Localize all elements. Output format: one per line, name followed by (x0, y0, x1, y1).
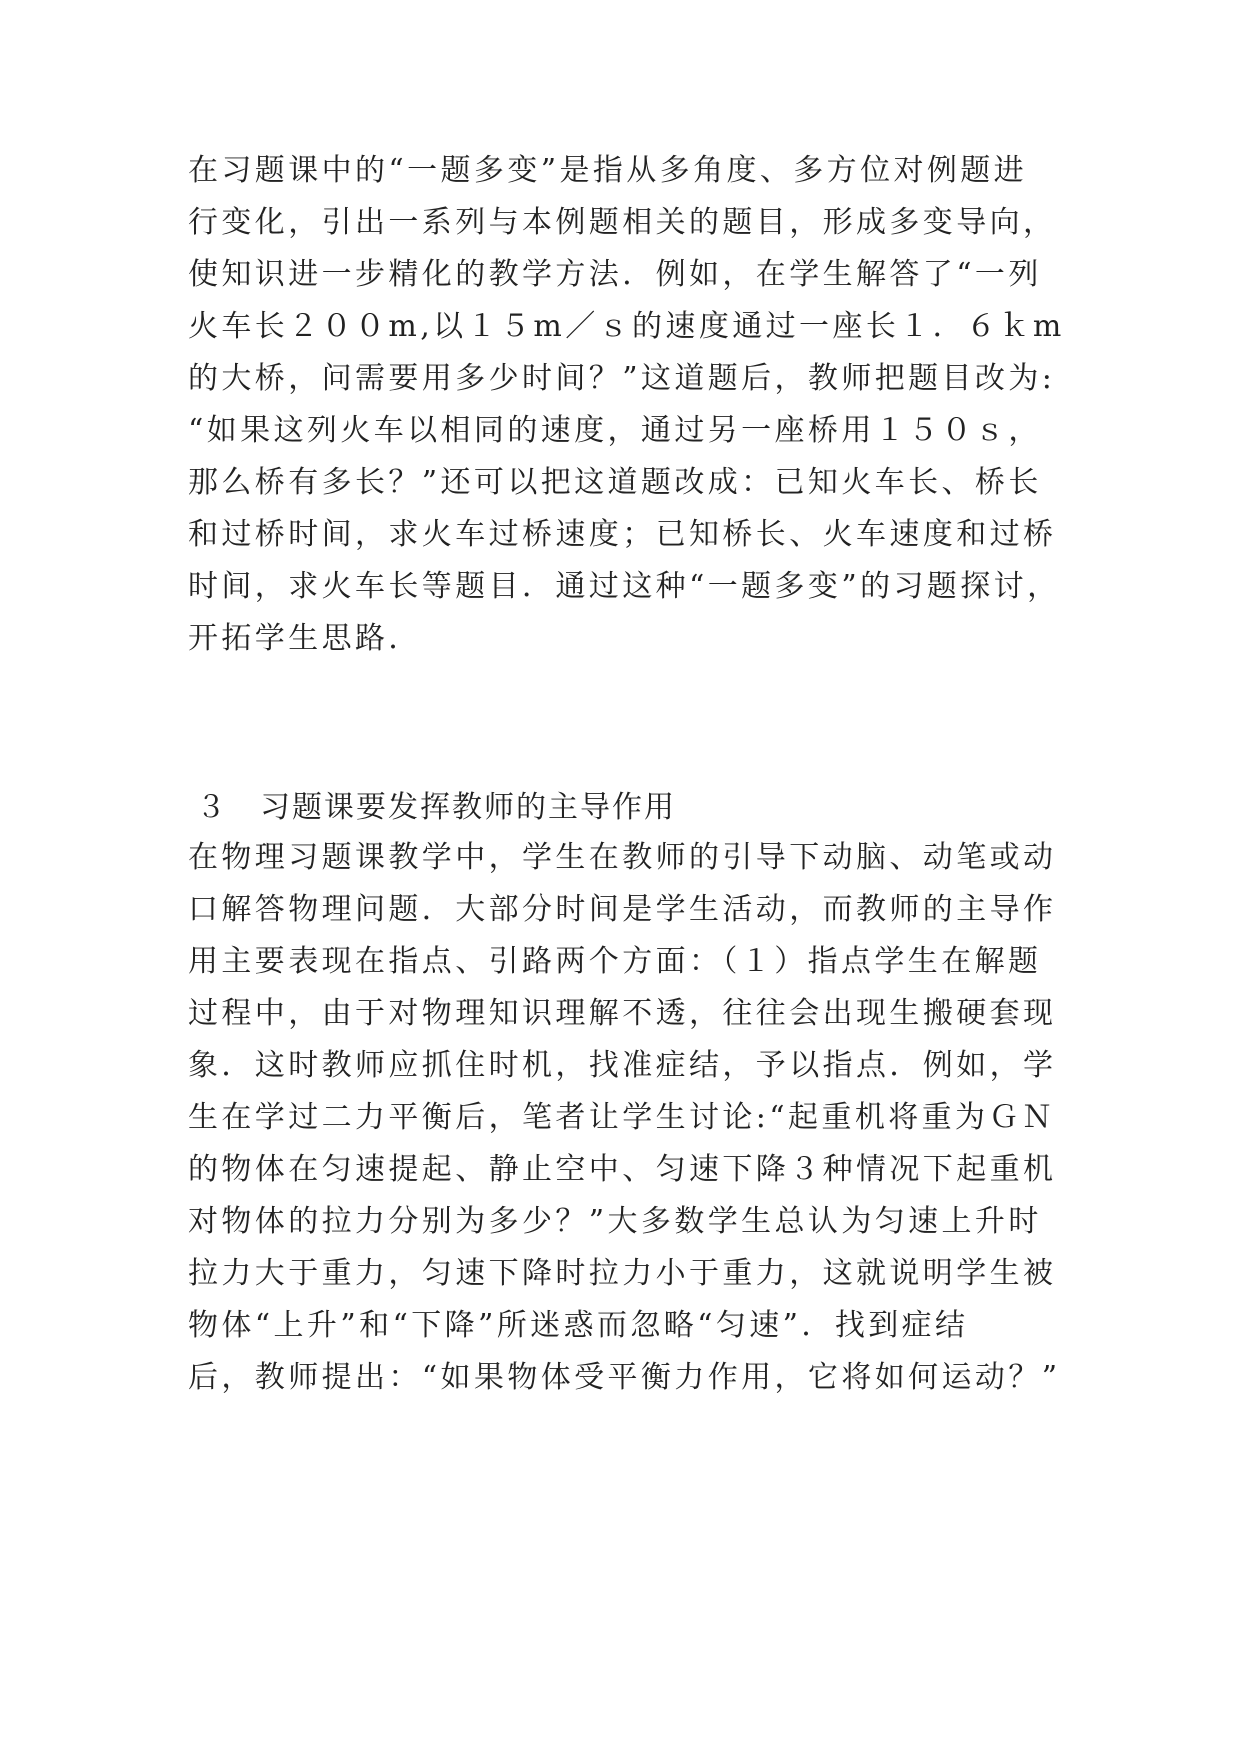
section-3-line-11: 后，教师提出：“如果物体受平衡力作用，它将如何运动？” (188, 1360, 1061, 1395)
paragraph-1-line-5: 的大桥，问需要用多少时间？”这道题后，教师把题目改为: (188, 361, 1056, 396)
paragraph-1-line-3: 使知识进一步精化的教学方法．例如，在学生解答了“一列 (188, 257, 1042, 292)
paragraph-1-line-4: 火车长２００m,以１５m／ｓ的速度通过一座长１．６ｋm (188, 309, 1065, 344)
section-3-line-7: 的物体在匀速提起、静止空中、匀速下降３种情况下起重机 (188, 1152, 1057, 1187)
section-3-line-5: 象．这时教师应抓住时机，找准症结，予以指点．例如，学 (188, 1048, 1057, 1083)
section-3-heading: ３ 习题课要发挥教师的主导作用 (196, 790, 676, 825)
section-3-line-4: 过程中，由于对物理知识理解不透，往往会出现生搬硬套现 (188, 996, 1057, 1031)
paragraph-1-line-9: 时间，求火车长等题目．通过这种“一题多变”的习题探讨， (188, 569, 1061, 604)
section-3-line-9: 拉力大于重力，匀速下降时拉力小于重力，这就说明学生被 (188, 1256, 1057, 1291)
section-3-line-1: 在物理习题课教学中，学生在教师的引导下动脑、动笔或动 (188, 840, 1057, 875)
paragraph-1-line-10: 开拓学生思路． (188, 621, 422, 656)
section-3-line-2: 口解答物理问题．大部分时间是学生活动，而教师的主导作 (188, 892, 1057, 927)
section-3-line-8: 对物体的拉力分别为多少？”大多数学生总认为匀速上升时 (188, 1204, 1042, 1239)
paragraph-1-line-1: 在习题课中的“一题多变”是指从多角度、多方位对例题进 (188, 153, 1028, 188)
paragraph-1-line-7: 那么桥有多长？”还可以把这道题改成：已知火车长、桥长 (188, 465, 1042, 500)
paragraph-1-line-2: 行变化，引出一系列与本例题相关的题目，形成多变导向， (188, 205, 1057, 240)
section-3-line-6: 生在学过二力平衡后，笔者让学生讨论:“起重机将重为ＧＮ (188, 1100, 1056, 1135)
section-3-line-3: 用主要表现在指点、引路两个方面：（１）指点学生在解题 (188, 944, 1042, 979)
paragraph-1-line-6: “如果这列火车以相同的速度，通过另一座桥用１５０ｓ， (188, 413, 1042, 448)
paragraph-1-line-8: 和过桥时间，求火车过桥速度；已知桥长、火车速度和过桥 (188, 517, 1057, 552)
section-3-line-10: 物体“上升”和“下降”所迷惑而忽略“匀速”．找到症结 (188, 1308, 969, 1343)
